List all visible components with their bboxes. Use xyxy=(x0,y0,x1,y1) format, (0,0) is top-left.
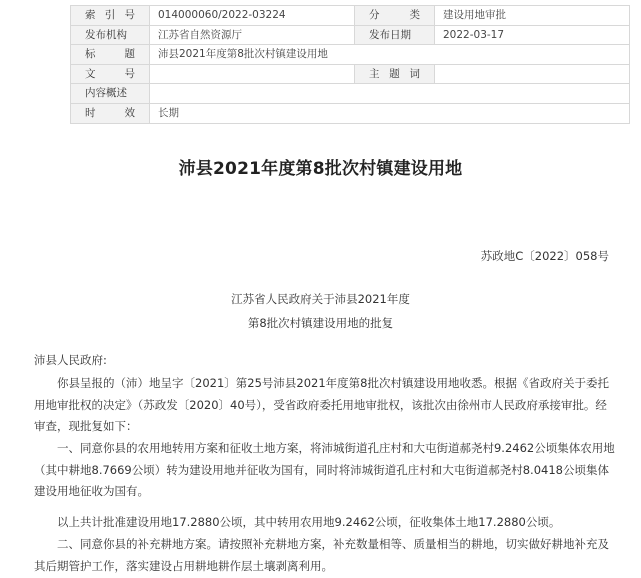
meta-label-char: 号 xyxy=(124,9,135,22)
meta-value-index: 014000060/2022-03224 xyxy=(150,6,355,26)
meta-row-publisher xyxy=(71,25,630,45)
meta-label-validity xyxy=(71,103,150,123)
meta-value-doc-number xyxy=(150,64,355,84)
document-number: 苏政地C〔2022〕058号 xyxy=(480,249,609,263)
reply-title-line2: 第8批次村镇建设用地的批复 xyxy=(247,316,394,330)
meta-label-char: 分 xyxy=(369,9,380,22)
meta-row-title xyxy=(71,45,630,65)
metadata-table xyxy=(70,5,630,124)
meta-label-publish-date xyxy=(355,25,435,45)
meta-row-index xyxy=(71,6,630,26)
meta-value-publisher: 江苏省自然资源厅 xyxy=(150,25,355,45)
meta-label-doc-number xyxy=(71,64,150,84)
meta-label-char: 标 xyxy=(85,48,96,61)
meta-label-char: 号 xyxy=(124,67,135,80)
meta-label-char: 时 xyxy=(85,107,96,120)
meta-row-validity xyxy=(71,103,630,123)
meta-label-text xyxy=(85,49,135,60)
meta-label-char: 引 xyxy=(104,9,116,22)
body-paragraph-1: 你县呈报的（沛）地呈字〔2021〕第25号沛县2021年度第8批次村镇建设用地收悉。根据《省政府关于委托用地审批权的决定》（苏政发〔2020〕40号），受省政府委托用地审批权，该批次由徐州市人民政府承接审批。经审查，现批复如下： xyxy=(34,376,609,433)
salutation: 沛县人民政府: xyxy=(34,353,107,367)
meta-label-char: 类 xyxy=(409,9,420,22)
meta-label-text xyxy=(85,10,135,21)
meta-label-char: 题 xyxy=(124,48,135,61)
meta-label-char: 索 xyxy=(85,9,96,22)
meta-value-keywords xyxy=(435,64,630,84)
meta-value-publish-date: 2022-03-17 xyxy=(435,25,630,45)
meta-label-text: 内容概述 xyxy=(85,87,127,100)
meta-label-char: 效 xyxy=(124,107,135,120)
body-paragraph-2: 一、同意你县的农用地转用方案和征收土地方案，将沛城街道孔庄村和大屯街道郝尧村9.2462公顷集体农用地（其中耕地8.7669公顷）转为建设用地并征收为国有，同时将沛城街道孔庄村和大屯街道郝尧村8.0418公顷集体建设用地征收为国有。 xyxy=(34,441,615,498)
meta-label-char: 题 xyxy=(389,67,400,80)
meta-label-keywords xyxy=(355,64,435,84)
meta-label-text xyxy=(85,69,135,80)
body-paragraph-3: 以上共计批准建设用地17.2880公顷，其中转用农用地9.2462公顷，征收集体土地17.2880公顷。 xyxy=(57,515,561,529)
meta-label-summary xyxy=(71,84,150,104)
meta-label-char: 文 xyxy=(85,67,96,80)
meta-label-text: 发布日期 xyxy=(369,28,411,41)
body-paragraph-4: 二、同意你县的补充耕地方案。请按照补充耕地方案，补充数量相等、质量相当的耕地，切实做好耕地补充及其后期管护工作，落实建设占用耕地耕作层土壤剥离利用。 xyxy=(34,537,609,573)
reply-title-line1: 江苏省人民政府关于沛县2021年度 xyxy=(231,292,410,306)
meta-label-text xyxy=(85,108,135,119)
meta-label-title xyxy=(71,45,150,65)
meta-label-index xyxy=(71,6,150,26)
meta-value-summary xyxy=(150,84,630,104)
meta-row-doc-number xyxy=(71,64,630,84)
meta-row-summary xyxy=(71,84,630,104)
meta-label-text xyxy=(369,69,420,80)
meta-label-text: 发布机构 xyxy=(85,28,127,41)
meta-label-text xyxy=(369,10,420,21)
meta-value-validity: 长期 xyxy=(150,103,630,123)
meta-value-title: 沛县2021年度第8批次村镇建设用地 xyxy=(150,45,630,65)
meta-label-publisher xyxy=(71,25,150,45)
document-title: 沛县2021年度第8批次村镇建设用地 xyxy=(178,159,463,179)
meta-label-category xyxy=(355,6,435,26)
meta-label-char: 主 xyxy=(369,67,380,80)
meta-value-category: 建设用地审批 xyxy=(435,6,630,26)
meta-label-char: 词 xyxy=(409,67,420,80)
